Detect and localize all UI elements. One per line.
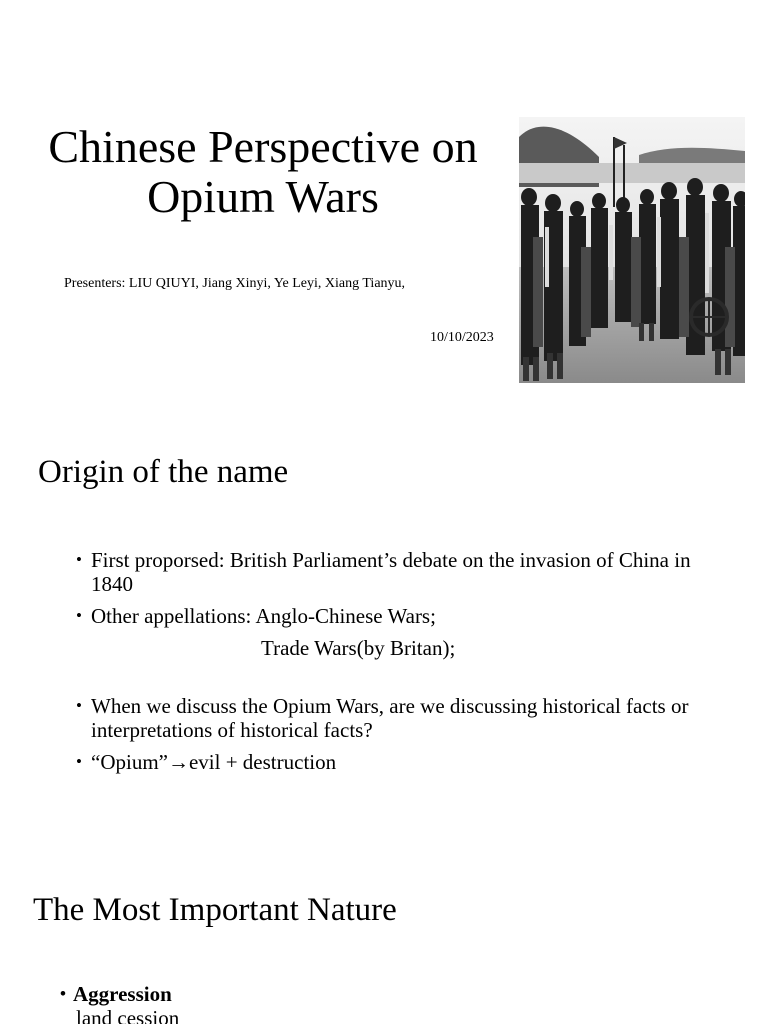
bullet-text: Trade Wars(by Britan); [261, 636, 456, 660]
bullet-text: When we discuss the Opium Wars, are we discussing historical facts or interpretations of historical facts? [91, 694, 689, 742]
bullet-text: land cession [76, 1006, 180, 1024]
historical-photo [519, 117, 745, 383]
bullet-dot: • [60, 984, 66, 1003]
bullet-text: Aggression [73, 982, 172, 1006]
presentation-date: 10/10/2023 [430, 330, 494, 345]
bullet-dot: • [76, 550, 82, 569]
section-title: Origin of the name [38, 454, 289, 490]
nature-slide [0, 870, 768, 1024]
bullet-dot: • [76, 606, 82, 625]
title-line-1: Chinese Perspective on [48, 121, 478, 172]
list-item [76, 750, 726, 774]
origin-slide [0, 430, 768, 850]
title-line-2: Opium Wars [147, 171, 379, 222]
bullet-text: “Opium”→evil + destruction [91, 750, 337, 774]
bullet-list [76, 548, 726, 774]
section-title: The Most Important Nature [33, 892, 397, 928]
presenters-line: Presenters: LIU QIUYI, Jiang Xinyi, Ye Leyi, Xiang Tianyu, [64, 276, 406, 291]
bullet-text: Other appellations: Anglo-Chinese Wars; [91, 604, 436, 628]
bullet-dot: • [76, 752, 82, 771]
list-item [76, 548, 726, 596]
bullet-list [60, 982, 179, 1024]
list-item [60, 982, 179, 1006]
bullet-text: First proporsed: British Parliament’s debate on the invasion of China in 1840 [91, 548, 691, 596]
title-slide [0, 0, 768, 400]
list-item [76, 694, 726, 742]
list-item [60, 1006, 179, 1024]
list-item-continuation [76, 636, 726, 660]
list-item [76, 604, 726, 628]
slide-title [18, 122, 508, 222]
bullet-dot: • [76, 696, 82, 715]
